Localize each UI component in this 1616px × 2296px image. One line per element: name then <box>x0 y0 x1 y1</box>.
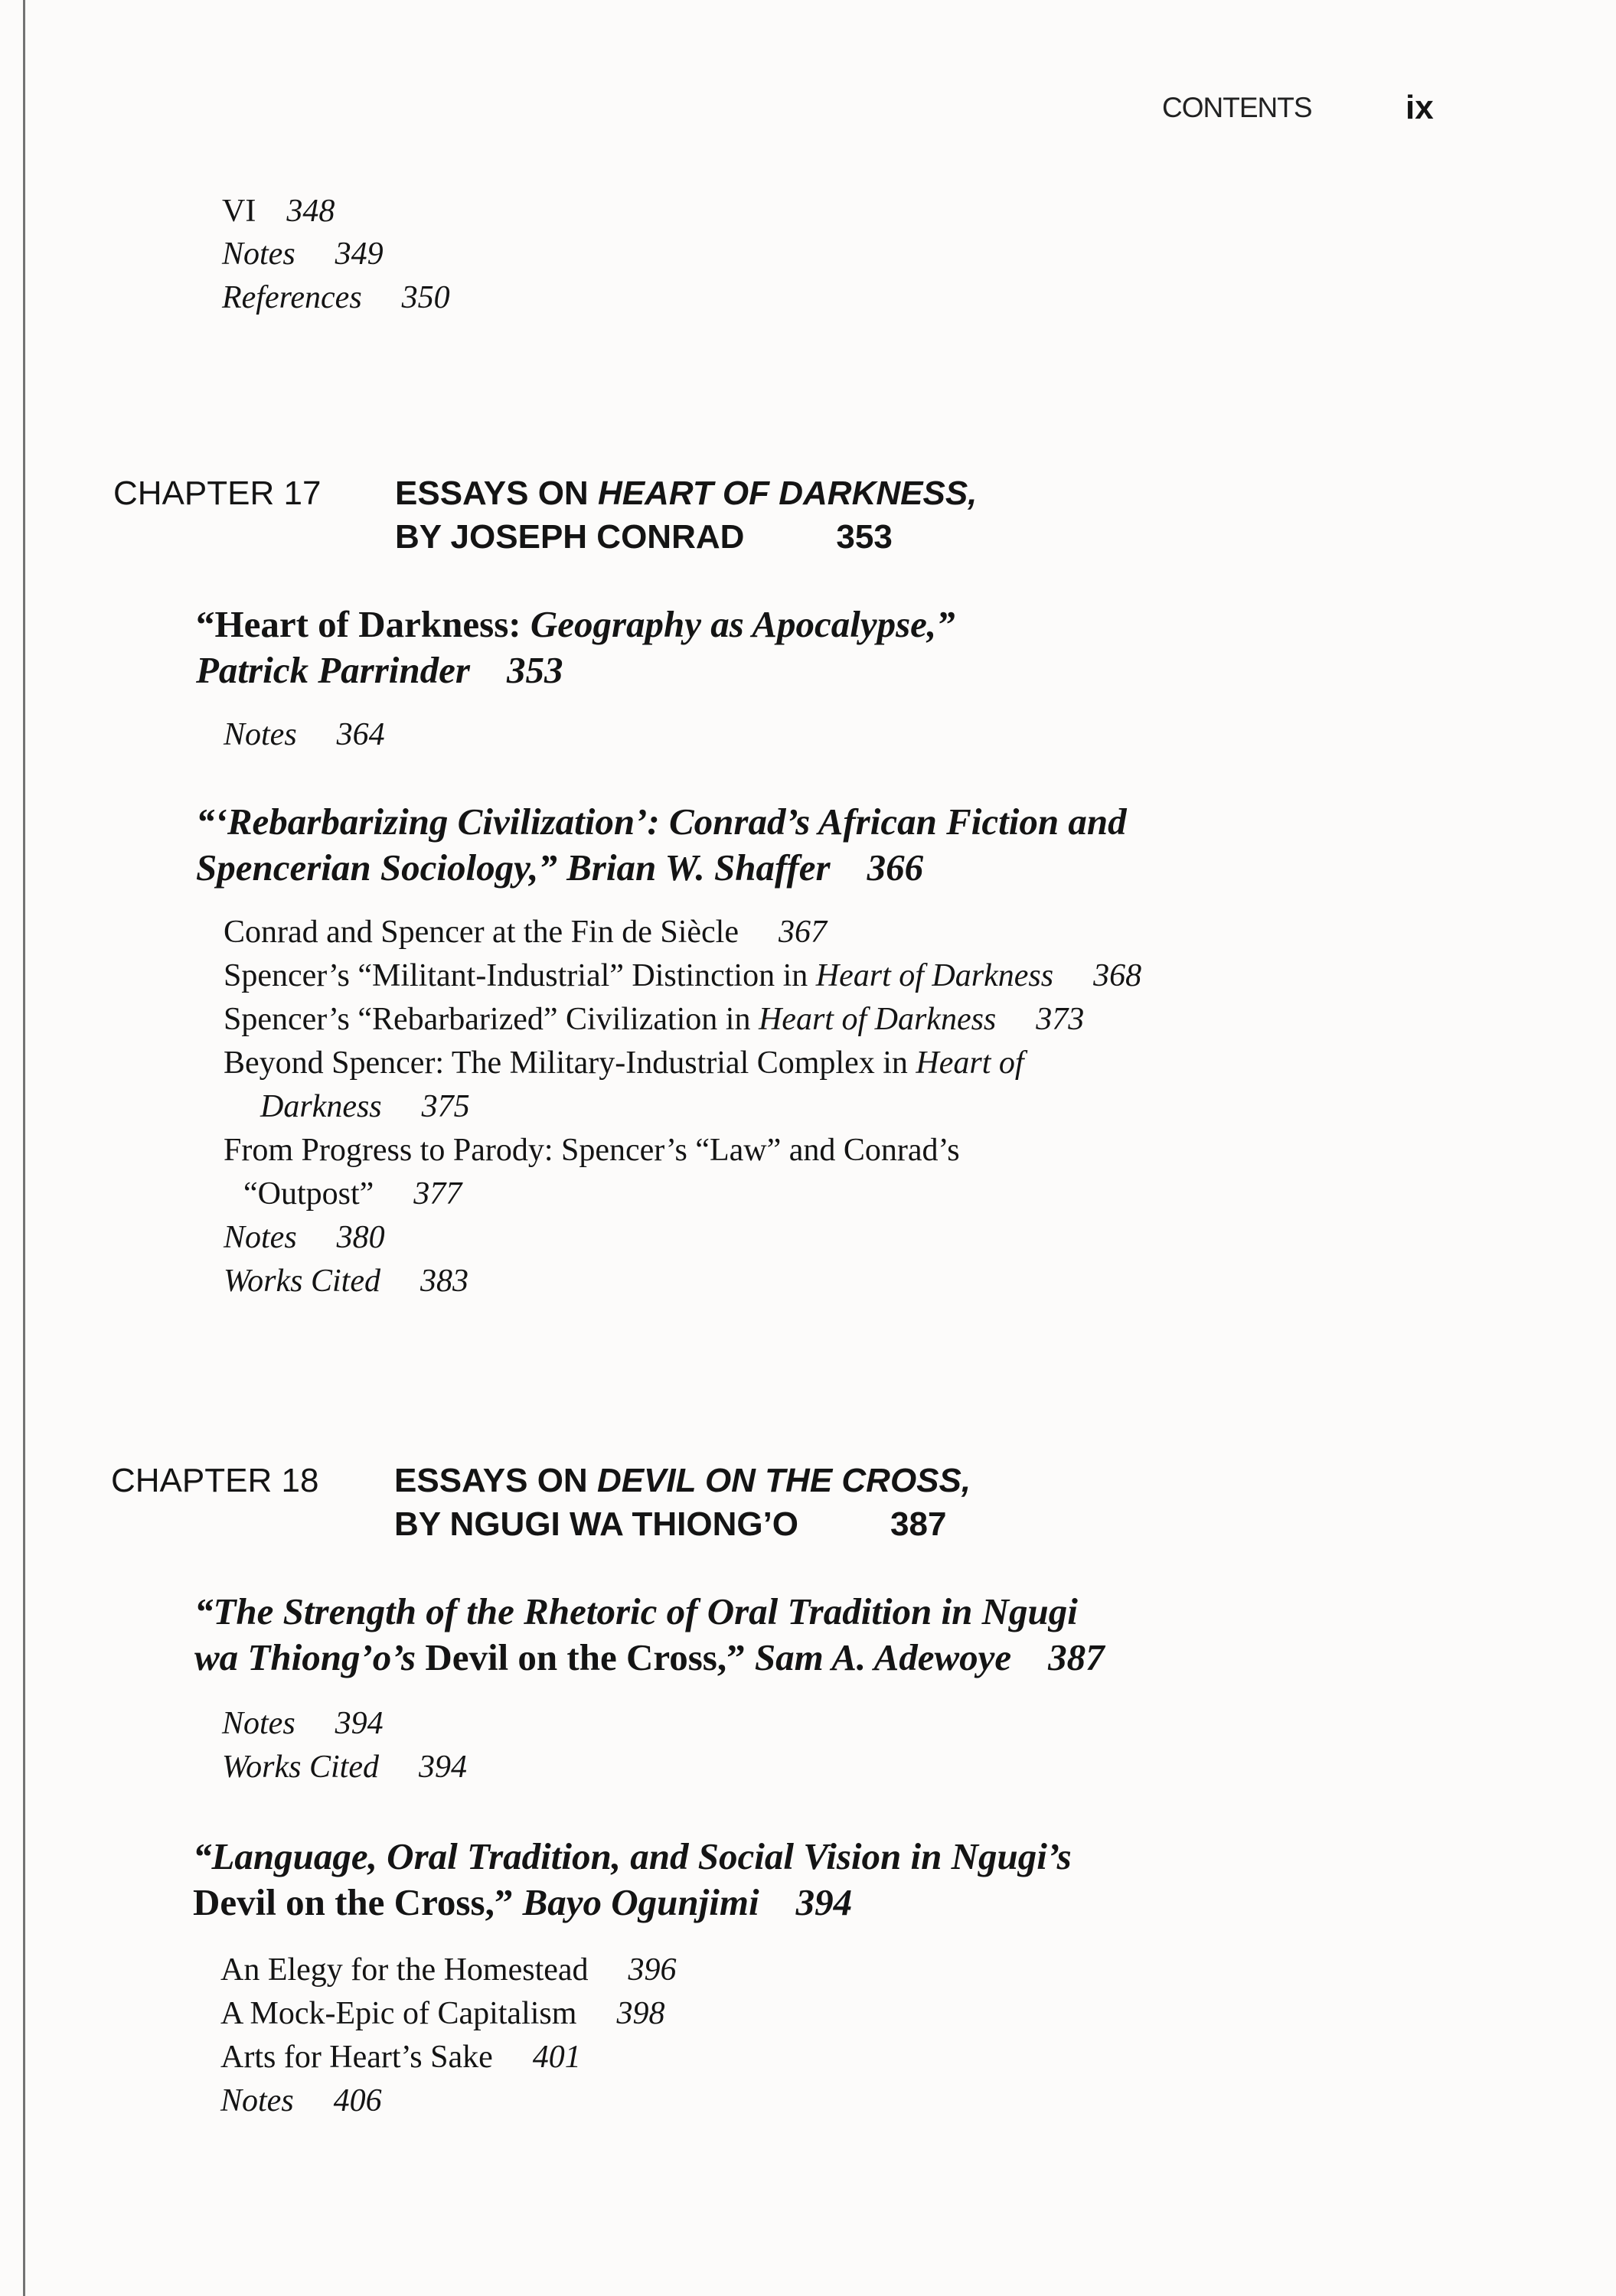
essay-author: Patrick Parrinder <box>196 649 470 691</box>
essay-title-roman: “Heart of Darkness: <box>196 603 531 645</box>
essay-title-line-2 <box>196 845 1127 891</box>
toc-entry[interactable] <box>220 1995 664 2032</box>
essay-author: Bayo Ogunjimi <box>522 1881 759 1923</box>
title-prefix: ESSAYS ON <box>394 1462 597 1499</box>
entry-page: 394 <box>335 1706 384 1741</box>
essay-page: 387 <box>1048 1636 1105 1678</box>
title-author: BY NGUGI WA THIONG’O <box>394 1505 799 1543</box>
entry-text: An Elegy for the Homestead <box>220 1952 589 1988</box>
toc-entry[interactable] <box>220 2082 382 2119</box>
toc-entry[interactable] <box>222 193 335 230</box>
chapter-page: 353 <box>836 518 893 556</box>
toc-entry[interactable] <box>224 1001 1084 1038</box>
essay-title-adewoye[interactable] <box>194 1589 1105 1681</box>
entry-text: “Outpost” <box>243 1176 374 1212</box>
chapter-18-heading[interactable] <box>111 1462 1259 1554</box>
entry-label: Notes <box>222 236 295 272</box>
entry-label: Notes <box>224 717 297 752</box>
entry-page: 396 <box>628 1952 677 1988</box>
entry-label: Notes <box>220 2083 294 2118</box>
toc-entry[interactable] <box>224 1045 1024 1081</box>
essay-title-line-2 <box>196 647 955 693</box>
toc-entry-continuation[interactable] <box>243 1176 462 1212</box>
entry-text-italic: Darkness <box>260 1089 382 1124</box>
entry-text: A Mock-Epic of Capitalism <box>220 1996 577 2031</box>
essay-title-parrinder[interactable] <box>196 602 955 693</box>
entry-page: 383 <box>420 1264 468 1299</box>
chapter-page: 387 <box>890 1505 947 1543</box>
toc-entry[interactable] <box>220 2039 581 2076</box>
entry-page: 377 <box>413 1176 462 1212</box>
chapter-label: CHAPTER 17 <box>113 475 322 512</box>
page-binding-edge <box>23 0 25 2296</box>
essay-title-line-2 <box>193 1880 1072 1926</box>
entry-text: Spencer’s “Rebarbarized” Civilization in <box>224 1002 759 1037</box>
chapter-title-line-2 <box>394 1505 946 1544</box>
essay-title-shaffer[interactable] <box>196 799 1127 891</box>
toc-entry[interactable] <box>224 957 1141 994</box>
chapter-title-line-1 <box>395 475 977 513</box>
essay-author: Sam A. Adewoye <box>754 1636 1012 1678</box>
entry-label: Notes <box>222 1706 295 1741</box>
chapter-title-line-1 <box>394 1462 971 1500</box>
title-italic: DEVIL ON THE CROSS, <box>596 1462 971 1499</box>
chapter-17-heading[interactable] <box>113 475 1262 566</box>
entry-page: 394 <box>418 1750 467 1785</box>
entry-text: Beyond Spencer: The Military-Industrial Complex in <box>224 1045 916 1081</box>
entry-page: 349 <box>335 236 384 272</box>
entry-text-italic: Heart of Darkness <box>758 1002 997 1037</box>
essay-page: 394 <box>795 1881 853 1923</box>
essay-page: 366 <box>867 846 924 889</box>
entry-label: Works Cited <box>224 1264 380 1299</box>
essay-page: 353 <box>506 649 563 691</box>
entry-page: 398 <box>616 1996 665 2031</box>
toc-entry[interactable] <box>222 236 384 272</box>
entry-page: 367 <box>778 915 827 950</box>
entry-text: Spencer’s “Militant-Industrial” Distinction in <box>224 958 816 993</box>
toc-entry[interactable] <box>224 1263 468 1300</box>
toc-entry[interactable] <box>222 1749 467 1786</box>
entry-page: 368 <box>1093 958 1142 993</box>
entry-label: Works Cited <box>222 1750 379 1785</box>
toc-entry[interactable] <box>222 279 450 316</box>
chapter-label: CHAPTER 18 <box>111 1462 319 1499</box>
entry-text-italic: Heart of <box>916 1045 1024 1081</box>
toc-entry-continuation[interactable] <box>260 1088 470 1125</box>
essay-title-line-1: “The Strength of the Rhetoric of Oral Tradition in Ngugi <box>194 1590 1078 1632</box>
title-italic: HEART OF DARKNESS, <box>597 475 978 512</box>
entry-page: 348 <box>286 194 335 229</box>
entry-page: 380 <box>336 1220 385 1255</box>
chapter-title-line-2 <box>395 518 893 556</box>
essay-title-roman: Devil on the Cross,” <box>425 1636 755 1678</box>
entry-label: References <box>222 280 362 315</box>
essay-title-roman: Devil on the Cross,” <box>193 1881 523 1923</box>
entry-page: 364 <box>336 717 385 752</box>
essay-author: Spencerian Sociology,” Brian W. Shaffer <box>196 846 831 889</box>
entry-text: Arts for Heart’s Sake <box>220 2040 493 2075</box>
toc-entry[interactable] <box>224 716 385 753</box>
toc-entry[interactable] <box>224 1219 385 1256</box>
entry-text: Conrad and Spencer at the Fin de Siècle <box>224 915 739 950</box>
essay-title-italic: Geography as Apocalypse,” <box>530 603 955 645</box>
running-head: CONTENTS <box>1162 92 1312 123</box>
essay-title-italic: wa Thiong’o’s <box>194 1636 426 1678</box>
toc-entry[interactable] <box>222 1705 384 1742</box>
entry-text: From Progress to Parody: Spencer’s “Law” and Conrad’s <box>224 1133 960 1168</box>
page-number: ix <box>1405 89 1434 126</box>
entry-label: Notes <box>224 1220 297 1255</box>
toc-entry[interactable] <box>220 1952 677 1988</box>
entry-page: 373 <box>1036 1002 1085 1037</box>
title-author: BY JOSEPH CONRAD <box>395 518 745 556</box>
essay-title-line-2 <box>194 1635 1105 1681</box>
essay-title-line-1 <box>196 602 955 647</box>
entry-text-italic: Heart of Darkness <box>815 958 1054 993</box>
entry-page: 406 <box>333 2083 382 2118</box>
essay-title-line-1: “‘Rebarbarizing Civilization’: Conrad’s African Fiction and <box>196 801 1127 843</box>
entry-page: 350 <box>401 280 450 315</box>
entry-page: 375 <box>421 1089 470 1124</box>
toc-entry[interactable] <box>224 914 827 951</box>
essay-title-line-1: “Language, Oral Tradition, and Social Vision in Ngugi’s <box>193 1835 1072 1877</box>
toc-entry[interactable] <box>224 1132 960 1169</box>
entry-page: 401 <box>532 2040 581 2075</box>
essay-title-ogunjimi[interactable] <box>193 1834 1072 1926</box>
entry-label: VI <box>222 194 256 229</box>
title-prefix: ESSAYS ON <box>395 475 598 512</box>
